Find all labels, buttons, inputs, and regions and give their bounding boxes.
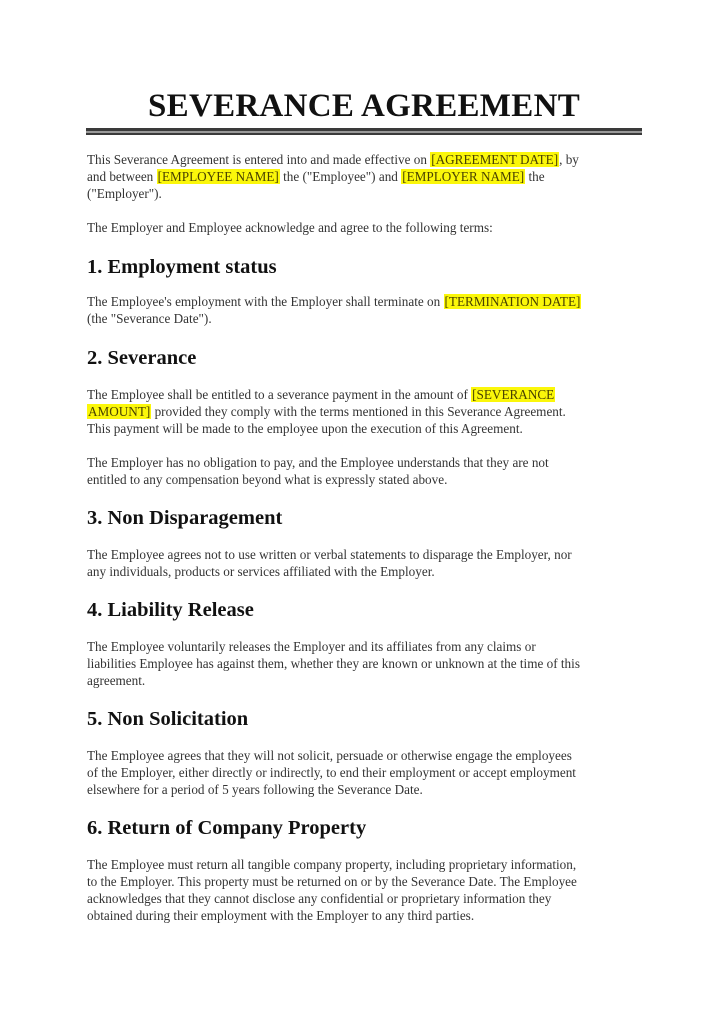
- body-text: acknowledges that they cannot disclose any confidential or proprietary information they: [87, 891, 552, 906]
- intro-text: ("Employer").: [87, 186, 162, 201]
- section-heading-non-disparagement: 3. Non Disparagement: [87, 507, 283, 529]
- severance-amount-placeholder[interactable]: AMOUNT]: [88, 404, 151, 419]
- section-body-return-of-company-property: [87, 856, 647, 924]
- body-text: The Employee's employment with the Employer shall terminate on: [87, 294, 444, 309]
- intro-text: the: [525, 169, 545, 184]
- body-text: to the Employer. This property must be returned on or by the Severance Date. The Employee: [87, 874, 577, 889]
- section-body-severance: [87, 386, 647, 437]
- section-body-liability-release: [87, 638, 647, 689]
- body-text: (the "Severance Date").: [87, 311, 212, 326]
- body-text: provided they comply with the terms mentioned in this Severance Agreement.: [151, 404, 566, 419]
- terms-intro: The Employer and Employee acknowledge and agree to the following terms:: [87, 220, 493, 235]
- section-body-non-disparagement: [87, 546, 647, 580]
- body-text: elsewhere for a period of 5 years following the Severance Date.: [87, 782, 423, 797]
- intro-text: the ("Employee") and: [279, 169, 402, 184]
- body-text: agreement.: [87, 673, 146, 688]
- employee-name-placeholder[interactable]: [EMPLOYEE NAME]: [157, 169, 279, 184]
- title-divider: [86, 128, 642, 135]
- intro-paragraph: [87, 151, 647, 202]
- body-text: The Employee agrees not to use written or verbal statements to disparage the Employer, nor: [87, 547, 572, 562]
- intro-text: This Severance Agreement is entered into and made effective on: [87, 152, 431, 167]
- severance-amount-placeholder[interactable]: [SEVERANCE: [472, 387, 555, 402]
- section-body-severance-obligation: [87, 454, 647, 488]
- section-body-employment-status: [87, 293, 647, 327]
- termination-date-placeholder[interactable]: [TERMINATION DATE]: [444, 294, 581, 309]
- section-heading-liability-release: 4. Liability Release: [87, 599, 254, 621]
- body-text: of the Employer, either directly or indirectly, to end their employment or accept employment: [87, 765, 576, 780]
- body-text: The Employee must return all tangible company property, including proprietary information,: [87, 857, 577, 872]
- body-text: entitled to any compensation beyond what is expressly stated above.: [87, 472, 448, 487]
- body-text: obtained during their employment with the Employer to any third parties.: [87, 908, 475, 923]
- section-body-non-solicitation: [87, 747, 647, 798]
- body-text: The Employer has no obligation to pay, and the Employee understands that they are not: [87, 455, 549, 470]
- agreement-date-placeholder[interactable]: [AGREEMENT DATE]: [431, 152, 559, 167]
- intro-text: , by: [559, 152, 579, 167]
- body-text: any individuals, products or services affiliated with the Employer.: [87, 564, 435, 579]
- body-text: liabilities Employee has against them, whether they are known or unknown at the time of this: [87, 656, 580, 671]
- body-text: The Employee voluntarily releases the Employer and its affiliates from any claims or: [87, 639, 536, 654]
- section-heading-severance: 2. Severance: [87, 347, 197, 369]
- section-heading-return-of-company-property: 6. Return of Company Property: [87, 817, 367, 839]
- document-title: SEVERANCE AGREEMENT: [147, 88, 581, 124]
- employer-name-placeholder[interactable]: [EMPLOYER NAME]: [402, 169, 525, 184]
- body-text: The Employee agrees that they will not solicit, persuade or otherwise engage the employees: [87, 748, 572, 763]
- body-text: The Employee shall be entitled to a severance payment in the amount of: [87, 387, 472, 402]
- body-text: This payment will be made to the employee upon the execution of this Agreement.: [87, 421, 523, 436]
- section-heading-non-solicitation: 5. Non Solicitation: [87, 708, 249, 730]
- section-heading-employment-status: 1. Employment status: [87, 256, 277, 278]
- intro-text: and between: [87, 169, 157, 184]
